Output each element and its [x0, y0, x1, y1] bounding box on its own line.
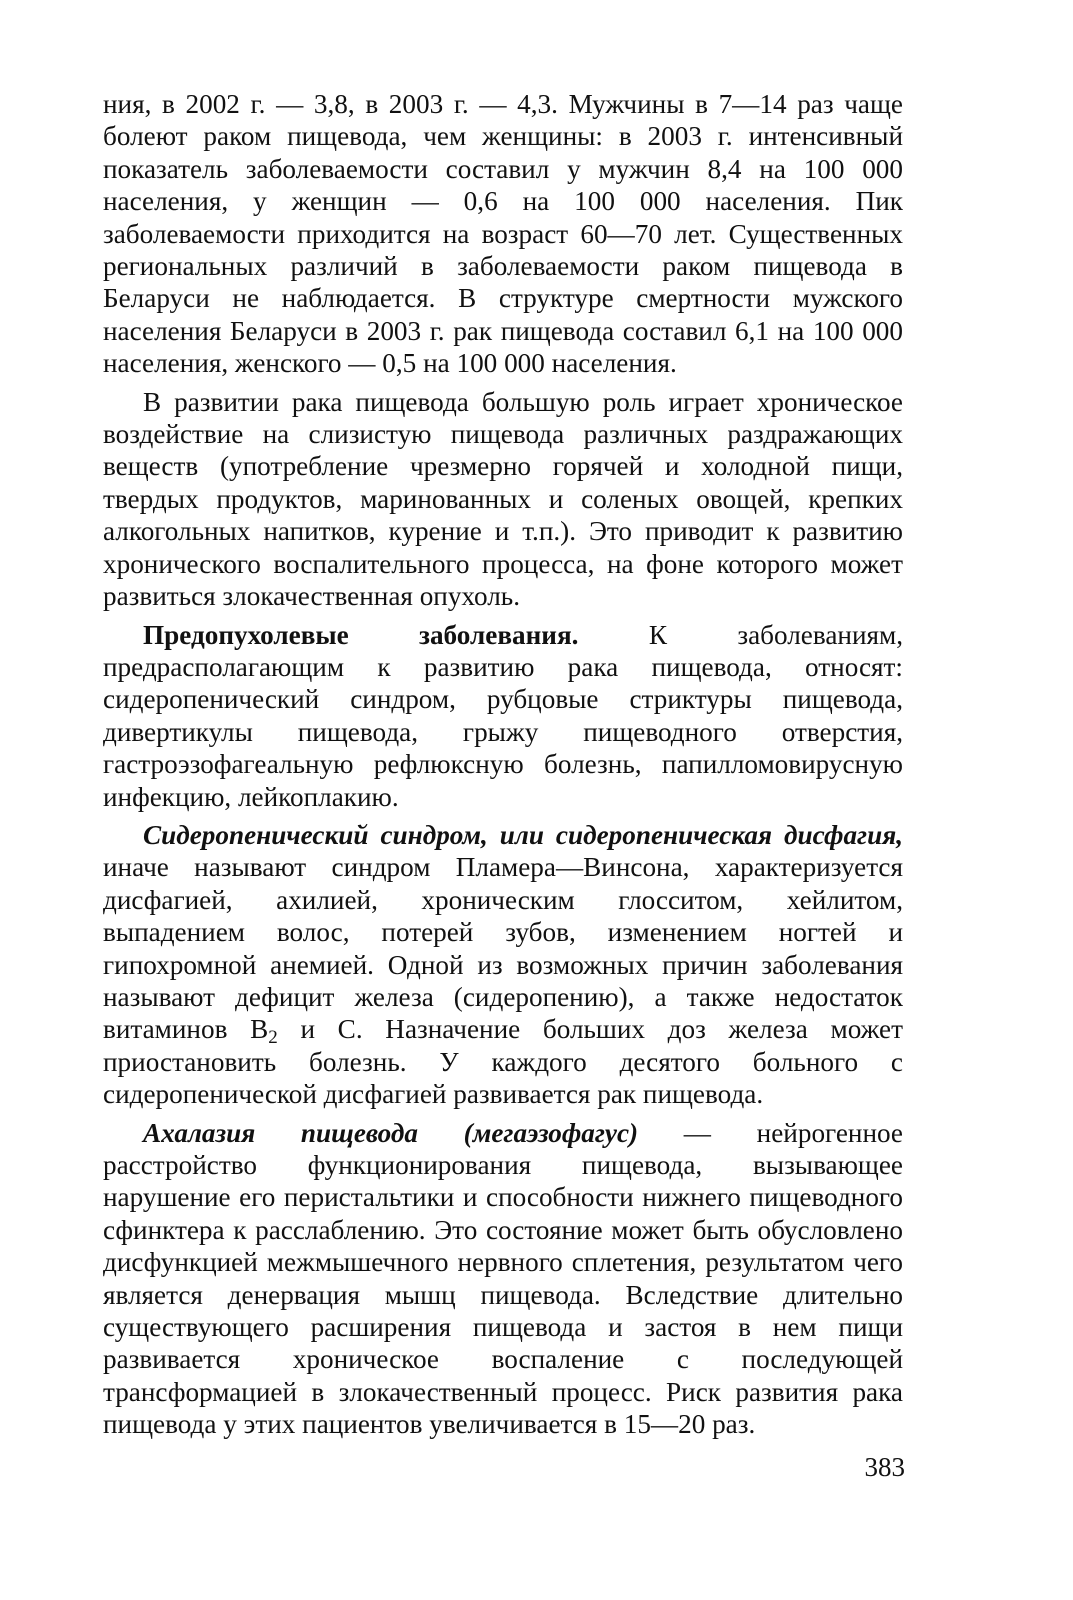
- paragraph-text: К заболеваниям, предрасполагающим к развитию рака пищевода, относят: сидеропенический синдром, рубцовые стриктуры пищевода, дивертикулы пищевода, грыжу пищеводного отверстия, гастроэзофагеальную рефлюксную болезнь, папилломовирусную инфекцию, лейкоплакию.: [103, 619, 904, 812]
- paragraph-sideropenic: [103, 819, 903, 1111]
- page-body: [103, 88, 903, 1447]
- paragraph-text: В развитии рака пищевода большую роль играет хроническое воздействие на слизистую пищевода различных раздражающих веществ (употребление чрезмерно горячей и холодной пищи, твердых продуктов, маринованных и соленых овощей, крепких алкогольных напитков, курение и т.п.). Это приводит к развитию хронического воспалительного процесса, на фоне которого может развиться злокачественная опухоль.: [103, 386, 903, 612]
- paragraph-text: и С. Назначение больших доз железа может приостановить болезнь. У каждого десятого больного с сидеропенической дисфагией развивается рак пищевода.: [103, 1014, 903, 1110]
- paragraph-achalasia: [103, 1117, 903, 1441]
- paragraph-statistics: [103, 88, 903, 380]
- paragraph-lead-term: Ахалазия пищевода (мегаэзофагус): [143, 1117, 639, 1148]
- paragraph-text: — нейрогенное расстройство функционирования пищевода, вызывающее нарушение его перистальтики и способности нижнего пищеводного сфинктера к расслаблению. Это состояние может быть обусловлено дисфункцией межмышечного нервного сплетения, результатом чего является денервация мышц пищевода. Вследствие длительно существующего расширения пищевода и застоя в нем пищи развивается хроническое воспаление с последующей трансформацией в злокачественный процесс. Риск развития рака пищевода у этих пациентов увеличивается в 15—20 раз.: [103, 1117, 903, 1440]
- paragraph-precancerous: [103, 619, 903, 813]
- paragraph-lead-heading: Предопухолевые заболевания.: [143, 619, 579, 650]
- paragraph-causes: [103, 386, 903, 613]
- paragraph-text: иначе называют синдром Пламера—Винсона, характеризуется дисфагией, ахилией, хроническим глосситом, хейлитом, выпадением волос, потерей зубов, изменением ногтей и гипохромной анемией. Одной из возможных причин заболевания называют дефицит железа (сидеропению), а также недостаток витаминов В: [103, 852, 903, 1045]
- paragraph-lead-term: Сидеропенический синдром, или сидеропеническая дисфагия,: [143, 819, 903, 850]
- paragraph-text: ния, в 2002 г. — 3,8, в 2003 г. — 4,3. Мужчины в 7—14 раз чаще болеют раком пищевода, чем женщины: в 2003 г. интенсивный показатель заболеваемости составил у мужчин 8,4 на 100 000 населения, у женщин — 0,6 на 100 000 населения. Пик заболеваемости приходится на возраст 60—70 лет. Существенных региональных различий в заболеваемости раком пищевода в Беларуси не наблюдается. В структуре смертности мужского населения Беларуси в 2003 г. рак пищевода составил 6,1 на 100 000 населения, женского — 0,5 на 100 000 населения.: [103, 89, 903, 379]
- subscript: 2: [268, 1027, 278, 1049]
- page-number: 383: [864, 1452, 905, 1482]
